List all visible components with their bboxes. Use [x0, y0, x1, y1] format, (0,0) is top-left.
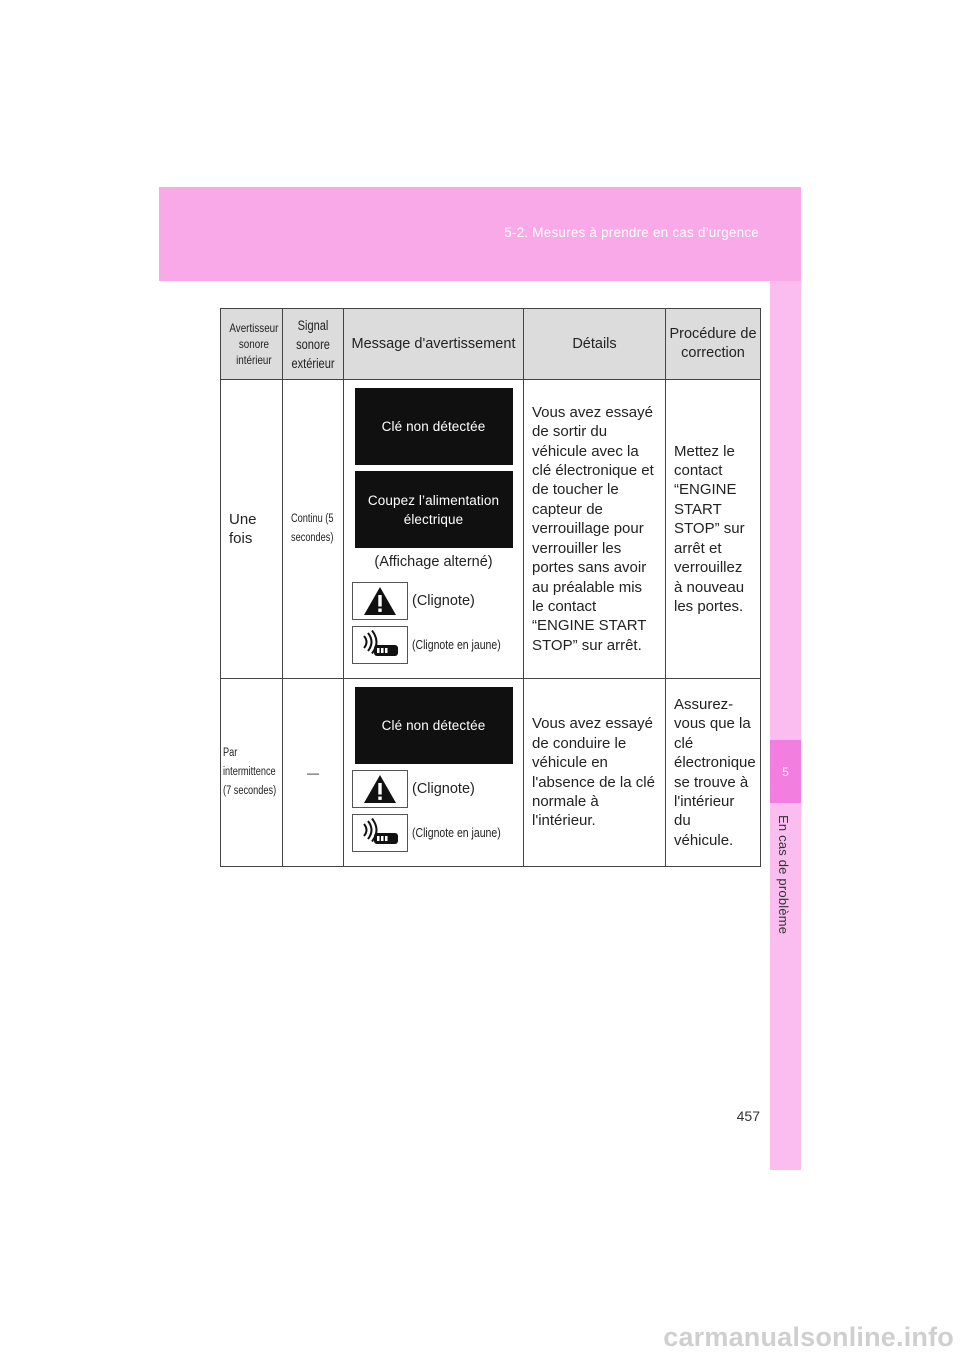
header-interior-buzzer: Avertisseur sonore intérieur — [221, 309, 283, 380]
warning-triangle-icon — [363, 586, 397, 616]
warning-indicator — [344, 770, 523, 808]
cell-interior: Par intermittence (7 secondes) — [221, 679, 283, 867]
cell-procedure: Mettez le contact “ENGINE START STOP” sur arrêt et verrouillez à nouveau les portes. — [666, 380, 761, 679]
display-screen: Clé non détectée — [355, 687, 513, 764]
cell-message — [344, 380, 524, 679]
cell-message — [344, 679, 524, 867]
header-message: Message d'avertissement — [344, 309, 524, 380]
cell-procedure: Assurez-vous que la clé électronique se trouve à l'intérieur du véhicule. — [666, 679, 761, 867]
table-header-row — [221, 309, 761, 380]
header-procedure: Procédure de correction — [666, 309, 761, 380]
page-number: 457 — [736, 1108, 760, 1124]
display-screen: Coupez l’alimentation électrique — [355, 471, 513, 548]
cell-details: Vous avez essayé de sortir du véhicule avec la clé électronique et de toucher le capteur de verrouillage pour verrouiller les portes sans avoir au préalable mis le contact “ENGINE START STOP” sur arrêt. — [524, 380, 666, 679]
warning-triangle-icon — [363, 774, 397, 804]
cell-interior: Une fois — [221, 380, 283, 679]
side-tab — [770, 281, 801, 1170]
header-details: Détails — [524, 309, 666, 380]
key-indicator — [344, 626, 523, 664]
cell-details: Vous avez essayé de conduire le véhicule en l'absence de la clé normale à l'intérieur. — [524, 679, 666, 867]
warning-label: (Clignote) — [412, 781, 475, 797]
display-screen: Clé non détectée — [355, 388, 513, 465]
smart-key-icon — [360, 630, 400, 660]
chapter-label: En cas de problème — [776, 815, 791, 935]
chapter-number-badge: 5 — [770, 740, 801, 803]
header-exterior-buzzer: Signal sonore extérieur — [283, 309, 344, 380]
warning-indicator — [344, 582, 523, 620]
key-label: (Clignote en jaune) — [412, 826, 501, 840]
header-band — [159, 187, 801, 281]
table-row — [221, 679, 761, 867]
key-label: (Clignote en jaune) — [412, 638, 501, 652]
smart-key-icon — [360, 818, 400, 848]
cell-exterior: — — [283, 679, 344, 867]
warning-table — [220, 308, 761, 867]
table-row — [221, 380, 761, 679]
cell-exterior: Continu (5 secondes) — [283, 380, 344, 679]
key-indicator — [344, 814, 523, 852]
section-title: 5-2. Mesures à prendre en cas d’urgence — [504, 225, 759, 240]
watermark: carmanualsonline.info — [663, 1322, 954, 1352]
screen-note: (Affichage alterné) — [374, 554, 493, 570]
warning-label: (Clignote) — [412, 593, 475, 609]
